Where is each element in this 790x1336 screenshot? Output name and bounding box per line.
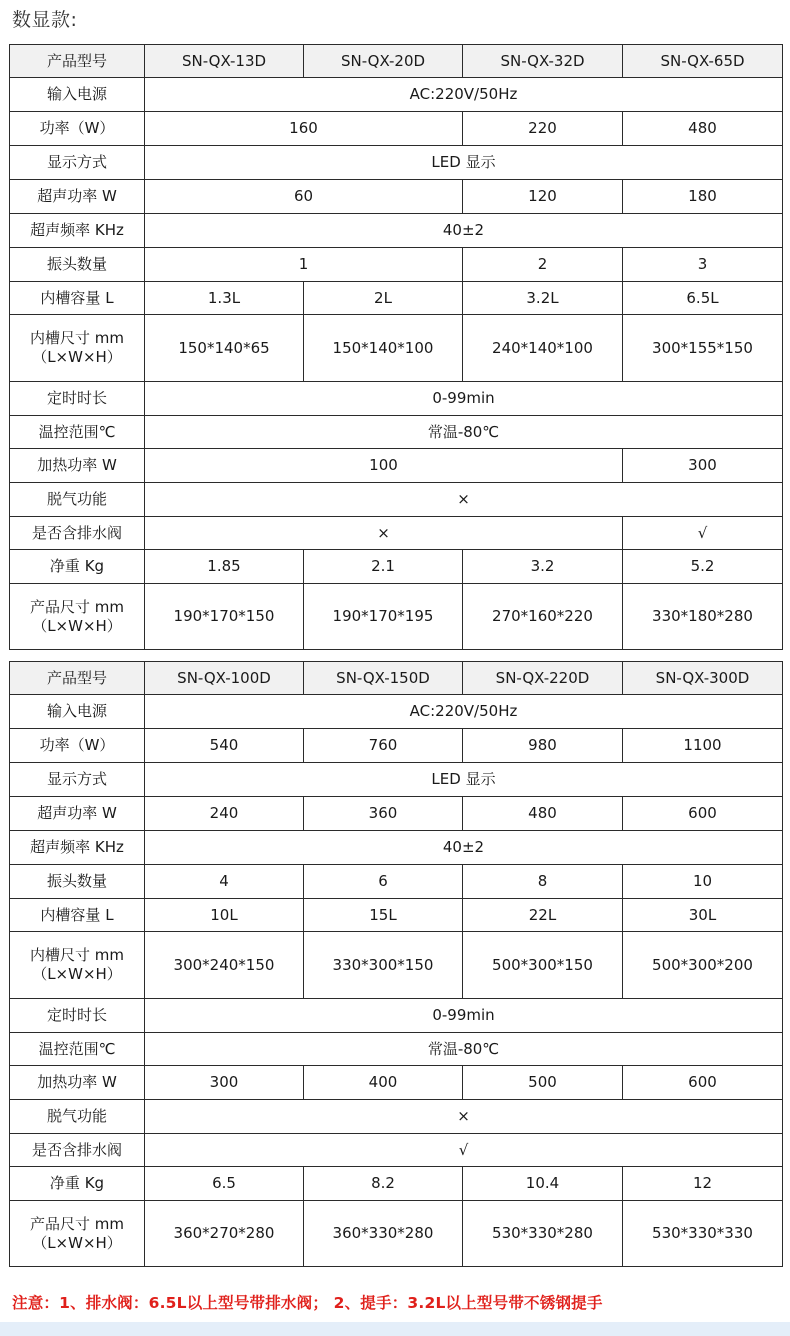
- table-cell: LED 显示: [145, 763, 783, 797]
- row-label: 超声频率 KHz: [10, 831, 145, 865]
- table-row: [10, 180, 783, 214]
- row-label: 内槽容量 L: [10, 282, 145, 315]
- row-label: 功率（W）: [10, 112, 145, 146]
- row-label: 脱气功能: [10, 483, 145, 517]
- table-cell: 300: [145, 1066, 304, 1100]
- row-label: 振头数量: [10, 865, 145, 899]
- table-cell: 270*160*220: [463, 584, 623, 650]
- model-header-cell: SN-QX-150D: [304, 662, 463, 695]
- table-cell: 40±2: [145, 214, 783, 248]
- table-cell: ×: [145, 1100, 783, 1134]
- row-label: 显示方式: [10, 146, 145, 180]
- table-cell: 0-99min: [145, 999, 783, 1033]
- row-label: 超声频率 KHz: [10, 214, 145, 248]
- table-cell: 300*240*150: [145, 932, 304, 999]
- row-label: 输入电源: [10, 78, 145, 112]
- table-cell: 760: [304, 729, 463, 763]
- table-cell: 2L: [304, 282, 463, 315]
- table-row: [10, 112, 783, 146]
- model-header-cell: SN-QX-65D: [623, 45, 783, 78]
- row-label: 产品尺寸 mm （L×W×H）: [10, 1201, 145, 1267]
- table-cell: 60: [145, 180, 463, 214]
- table-cell: ×: [145, 483, 783, 517]
- table-cell: 8.2: [304, 1167, 463, 1201]
- row-label: 超声功率 W: [10, 797, 145, 831]
- table-cell: 240*140*100: [463, 315, 623, 382]
- table-cell: 500*300*200: [623, 932, 783, 999]
- model-header-cell: SN-QX-100D: [145, 662, 304, 695]
- table-cell: 180: [623, 180, 783, 214]
- row-label: 产品尺寸 mm （L×W×H）: [10, 584, 145, 650]
- table-cell: 1: [145, 248, 463, 282]
- model-header-cell: SN-QX-300D: [623, 662, 783, 695]
- table-cell: 120: [463, 180, 623, 214]
- row-label: 振头数量: [10, 248, 145, 282]
- table-cell: 5.2: [623, 550, 783, 584]
- model-header-cell: SN-QX-32D: [463, 45, 623, 78]
- table-cell: AC:220V/50Hz: [145, 695, 783, 729]
- table-row: [10, 315, 783, 382]
- table-cell: 3.2: [463, 550, 623, 584]
- table-cell: ×: [145, 517, 623, 550]
- table-row: [10, 416, 783, 449]
- table-row: [10, 282, 783, 315]
- table-row: [10, 1134, 783, 1167]
- header-row: [10, 45, 783, 78]
- row-label: 功率（W）: [10, 729, 145, 763]
- table-row: [10, 763, 783, 797]
- table-row: [10, 1033, 783, 1066]
- table-cell: 8: [463, 865, 623, 899]
- table-row: [10, 483, 783, 517]
- table-cell: 1.85: [145, 550, 304, 584]
- table-cell: √: [145, 1134, 783, 1167]
- table-cell: 360: [304, 797, 463, 831]
- table-cell: 10L: [145, 899, 304, 932]
- row-label: 温控范围℃: [10, 416, 145, 449]
- header-row: [10, 662, 783, 695]
- table-cell: 22L: [463, 899, 623, 932]
- table-row: [10, 797, 783, 831]
- page-title: 数显款:: [12, 9, 78, 31]
- table-cell: 530*330*330: [623, 1201, 783, 1267]
- model-header-cell: SN-QX-20D: [304, 45, 463, 78]
- row-label: 加热功率 W: [10, 449, 145, 483]
- row-label: 是否含排水阀: [10, 517, 145, 550]
- table-row: [10, 695, 783, 729]
- table-row: [10, 550, 783, 584]
- table-cell: √: [623, 517, 783, 550]
- table-row: [10, 78, 783, 112]
- table-row: [10, 449, 783, 483]
- row-label: 超声功率 W: [10, 180, 145, 214]
- table-cell: 240: [145, 797, 304, 831]
- model-header-cell: SN-QX-220D: [463, 662, 623, 695]
- row-label: 加热功率 W: [10, 1066, 145, 1100]
- table-cell: 4: [145, 865, 304, 899]
- table-cell: 500*300*150: [463, 932, 623, 999]
- spec-table-1: [9, 44, 783, 650]
- table-cell: 常温-80℃: [145, 1033, 783, 1066]
- note-text: 注意：1、排水阀：6.5L以上型号带排水阀； 2、提手：3.2L以上型号带不锈钢提手: [12, 1294, 603, 1312]
- table-cell: 330*180*280: [623, 584, 783, 650]
- table-cell: 150*140*65: [145, 315, 304, 382]
- row-label: 温控范围℃: [10, 1033, 145, 1066]
- table-cell: 980: [463, 729, 623, 763]
- row-label: 显示方式: [10, 763, 145, 797]
- table-row: [10, 899, 783, 932]
- row-label: 净重 Kg: [10, 550, 145, 584]
- table-cell: 6.5L: [623, 282, 783, 315]
- table-cell: 3.2L: [463, 282, 623, 315]
- table-row: [10, 248, 783, 282]
- row-label: 定时时长: [10, 999, 145, 1033]
- table-cell: 480: [463, 797, 623, 831]
- row-label: 净重 Kg: [10, 1167, 145, 1201]
- table-row: [10, 865, 783, 899]
- table-cell: 330*300*150: [304, 932, 463, 999]
- row-label: 内槽尺寸 mm （L×W×H）: [10, 315, 145, 382]
- table-cell: 190*170*195: [304, 584, 463, 650]
- row-label: 产品型号: [10, 662, 145, 695]
- table-cell: 3: [623, 248, 783, 282]
- table-row: [10, 382, 783, 416]
- table-cell: 360*270*280: [145, 1201, 304, 1267]
- table-cell: 2: [463, 248, 623, 282]
- table-row: [10, 1066, 783, 1100]
- table-row: [10, 146, 783, 180]
- table-row: [10, 517, 783, 550]
- table-cell: 12: [623, 1167, 783, 1201]
- row-label: 内槽容量 L: [10, 899, 145, 932]
- table-row: [10, 214, 783, 248]
- row-label: 内槽尺寸 mm （L×W×H）: [10, 932, 145, 999]
- table-cell: 15L: [304, 899, 463, 932]
- row-label: 是否含排水阀: [10, 1134, 145, 1167]
- table-cell: 600: [623, 1066, 783, 1100]
- spec-table-2: [9, 661, 783, 1267]
- table-cell: 10: [623, 865, 783, 899]
- row-label: 定时时长: [10, 382, 145, 416]
- table-cell: 400: [304, 1066, 463, 1100]
- table-cell: 150*140*100: [304, 315, 463, 382]
- table-row: [10, 1100, 783, 1134]
- table-cell: 40±2: [145, 831, 783, 865]
- table-cell: 1100: [623, 729, 783, 763]
- table-cell: 300*155*150: [623, 315, 783, 382]
- table-cell: 10.4: [463, 1167, 623, 1201]
- table-cell: 100: [145, 449, 623, 483]
- table-cell: 160: [145, 112, 463, 146]
- table-cell: 480: [623, 112, 783, 146]
- table-cell: 30L: [623, 899, 783, 932]
- table-cell: 300: [623, 449, 783, 483]
- table-cell: 600: [623, 797, 783, 831]
- bottom-strip: [0, 1322, 790, 1336]
- table-cell: 6: [304, 865, 463, 899]
- model-header-cell: SN-QX-13D: [145, 45, 304, 78]
- table-cell: 常温-80℃: [145, 416, 783, 449]
- table-cell: LED 显示: [145, 146, 783, 180]
- row-label: 输入电源: [10, 695, 145, 729]
- table-row: [10, 1167, 783, 1201]
- table-row: [10, 999, 783, 1033]
- table-cell: 360*330*280: [304, 1201, 463, 1267]
- table-row: [10, 1201, 783, 1267]
- table-cell: 6.5: [145, 1167, 304, 1201]
- table-cell: 0-99min: [145, 382, 783, 416]
- table-cell: 530*330*280: [463, 1201, 623, 1267]
- table-row: [10, 729, 783, 763]
- table-cell: AC:220V/50Hz: [145, 78, 783, 112]
- row-label: 脱气功能: [10, 1100, 145, 1134]
- row-label: 产品型号: [10, 45, 145, 78]
- table-cell: 1.3L: [145, 282, 304, 315]
- table-cell: 190*170*150: [145, 584, 304, 650]
- table-row: [10, 932, 783, 999]
- table-cell: 2.1: [304, 550, 463, 584]
- table-row: [10, 831, 783, 865]
- table-cell: 540: [145, 729, 304, 763]
- table-cell: 220: [463, 112, 623, 146]
- table-cell: 500: [463, 1066, 623, 1100]
- table-row: [10, 584, 783, 650]
